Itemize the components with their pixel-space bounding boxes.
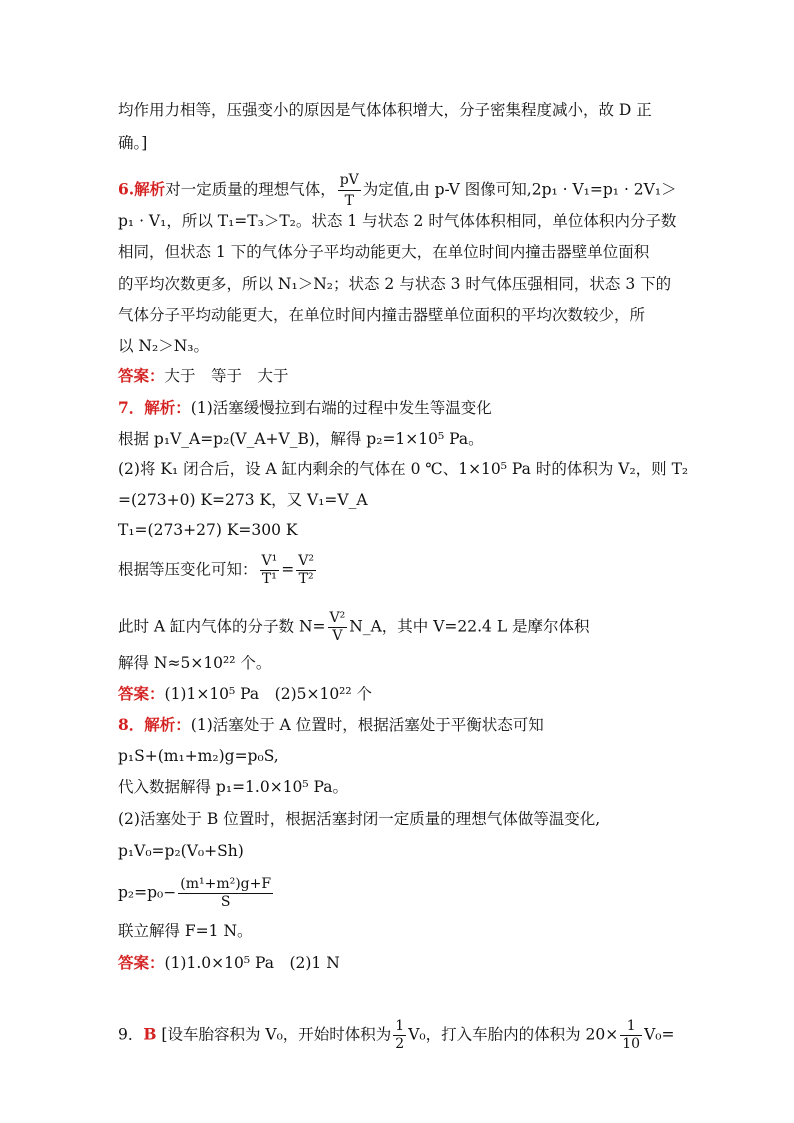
fraction-v1-t1: $\frac{\text{V¹}}{\text{T¹}}$ [261,553,278,587]
text-line: 代入数据解得 p₁=1.0×10⁵ Pa。 [118,778,349,796]
text-line: 解得 N≈5×10²² 个。 [118,654,272,672]
text-line: p₁V₀=p₂(V₀+Sh) [118,842,244,860]
text-line: p₁ · V₁，所以 T₁=T₃＞T₂。状态 1 与状态 2 时气体体积相同，单位体积内分子数 [118,212,677,230]
q8-line: 8．解析：(1)活塞处于 A 位置时，根据活塞处于平衡状态可知 [118,715,544,734]
answer-label: 答案： [118,366,165,385]
text-line: p₁S+(m₁+m₂)g=p₀S, [118,747,279,765]
answer-value: 大于 等于 大于 [164,367,289,385]
text-line: (2)将 K₁ 闭合后，设 A 缸内剩余的气体在 0 ℃、1×10⁵ Pa 时的体积为 V₂，则 T₂ [118,460,689,478]
text-line: 的平均次数更多，所以 N₁＞N₂；状态 2 与状态 3 时气体压强相同，状态 3 下的 [118,275,672,293]
q6-label: 6.解析 [118,179,166,199]
answer-label: 答案： [118,684,165,703]
text-line: 均作用力相等，压强变小的原因是气体体积增大，分子密集程度减小，故 D 正 [118,101,652,119]
fraction-v2-t2: $\frac{\text{V²}}{\text{T²}}$ [298,553,314,587]
answer-line [118,953,340,973]
text-line: 以 N₂＞N₃。 [118,337,209,355]
text-line: (2)活塞处于 B 位置时，根据活塞封闭一定质量的理想气体做等温变化, [118,810,601,828]
q9-line: 9．B [设车胎容积为 V₀，开始时体积为 $\frac{1}{2}$ V₀，打入车胎内的体积为 20× $\frac{1}{10}$ V₀= [118,1018,675,1052]
text-line: 气体分子平均动能更大，在单位时间内撞击器壁单位面积的平均次数较少，所 [118,306,646,324]
formula-line: p₂=p₀− $\frac{\text{(m¹+m²)g+F}}{S}$ [118,876,272,910]
answer-line [118,366,289,386]
text-line: 根据 p₁V_A=p₂(V_A+V_B)，解得 p₂=1×10⁵ Pa。 [118,430,484,448]
fraction-v2-v: $\frac{\text{V²}}{V}$ [329,610,346,644]
fraction-pv-t: $\frac{pV}{T}$ [339,172,359,209]
fraction-p2: $\frac{\text{(m¹+m²)g+F}}{S}$ [180,876,272,910]
answer-label: 答案： [118,953,165,972]
text-line: 联立解得 F=1 N。 [118,922,253,940]
text-line: T₁=(273+27) K=300 K [118,521,298,539]
fraction-tenth: $\frac{1}{10}$ [622,1018,641,1052]
formula-line: 根据等压变化可知： $\frac{\text{V¹}}{\text{T¹}}$ = $\frac{\text{V²}}{\text{T²}}$ [118,553,314,587]
answer-value: (1)1.0×10⁵ Pa (2)1 N [164,954,340,972]
text-line: 确。] [118,134,148,152]
q6-line: 6.解析对一定质量的理想气体， $\frac{pV}{T}$ 为定值,由 p-V 图像可知,2p₁ · V₁=p₁ · 2V₁＞ [118,172,677,209]
q9-answer: B [143,1024,157,1044]
q7-label: 7．解析： [118,398,191,417]
q8-label: 8．解析： [118,715,191,734]
q7-line: 7．解析：(1)活塞缓慢拉到右端的过程中发生等温变化 [118,398,492,417]
answer-value: (1)1×10⁵ Pa (2)5×10²² 个 [164,685,373,703]
formula-line: 此时 A 缸内气体的分子数 N= $\frac{\text{V²}}{V}$ N_A，其中 V=22.4 L 是摩尔体积 [118,610,590,644]
answer-line [118,684,372,704]
fraction-half: $\frac{1}{2}$ [395,1018,405,1052]
text-line: =(273+0) K=273 K，又 V₁=V_A [118,491,368,509]
text-line: 相同，但状态 1 下的气体分子平均动能更大，在单位时间内撞击器壁单位面积 [118,243,650,261]
